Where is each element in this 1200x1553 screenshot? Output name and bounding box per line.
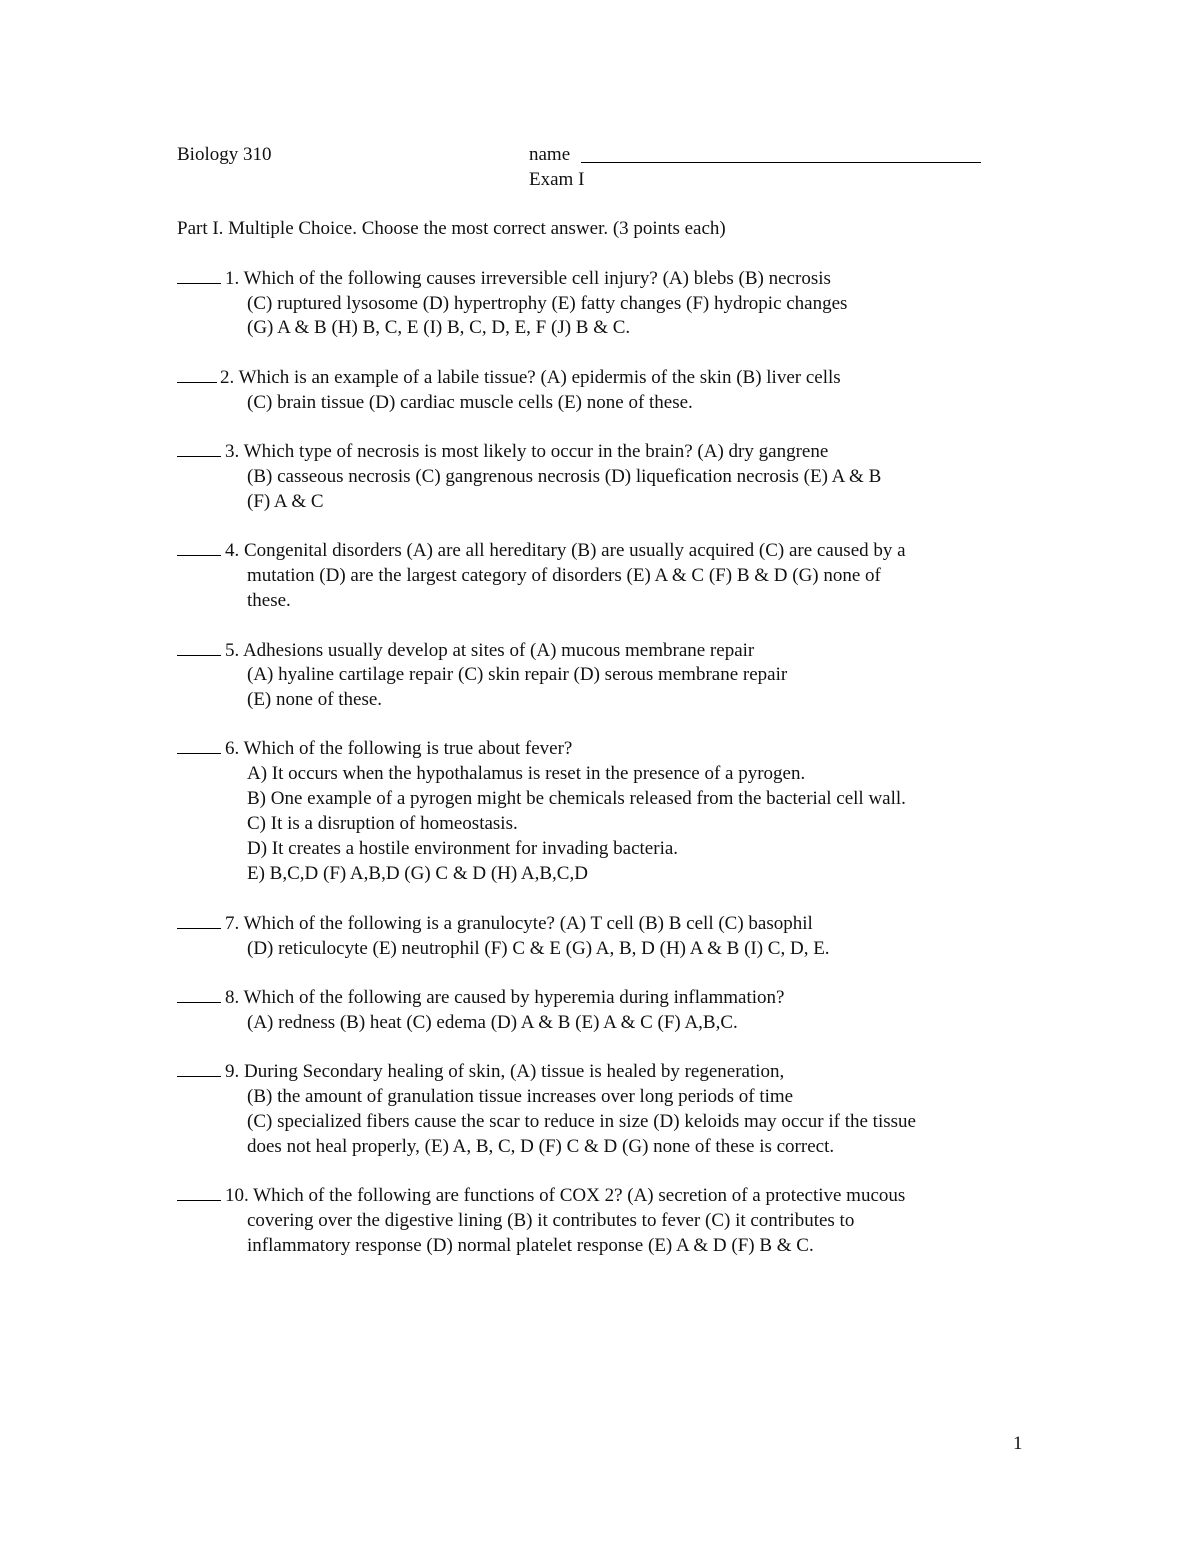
question-choices: (D) reticulocyte (E) neutrophil (F) C & E (G) A, B, D (H) A & B (I) C, D, E. [247,938,830,959]
name-field-line[interactable] [581,162,981,163]
answer-blank[interactable] [177,1002,221,1003]
question-choices: (C) ruptured lysosome (D) hypertrophy (E) fatty changes (F) hydropic changes [247,293,848,314]
question-choices: D) It creates a hostile environment for invading bacteria. [247,838,679,859]
question-10 [177,1183,905,1208]
question-line: 5. Adhesions usually develop at sites of (A) mucous membrane repair [225,640,755,661]
question-choices: (G) A & B (H) B, C, E (I) B, C, D, E, F (J) B & C. [247,317,631,338]
question-line: 8. Which of the following are caused by hyperemia during inflammation? [225,987,785,1008]
question-choices: does not heal properly, (E) A, B, C, D (F) C & D (G) none of these is correct. [247,1136,835,1157]
question-3 [177,439,828,464]
question-choices: (C) brain tissue (D) cardiac muscle cells (E) none of these. [247,392,693,413]
question-4 [177,538,906,563]
question-choices: A) It occurs when the hypothalamus is reset in the presence of a pyrogen. [247,763,806,784]
answer-blank[interactable] [177,753,221,754]
instructions: Part I. Multiple Choice. Choose the most correct answer. (3 points each) [177,218,726,239]
question-line: 7. Which of the following is a granulocyte? (A) T cell (B) B cell (C) basophil [225,913,813,934]
question-choices: (E) none of these. [247,689,383,710]
answer-blank[interactable] [177,1076,221,1077]
question-line: 2. Which is an example of a labile tissue? (A) epidermis of the skin (B) liver cells [220,367,841,388]
question-choices: (A) redness (B) heat (C) edema (D) A & B (E) A & C (F) A,B,C. [247,1012,738,1033]
question-line: 10. Which of the following are functions of COX 2? (A) secretion of a protective mucous [225,1185,906,1206]
question-choices: (B) casseous necrosis (C) gangrenous necrosis (D) liquefication necrosis (E) A & B [247,466,882,487]
question-7 [177,911,813,936]
answer-blank[interactable] [177,555,221,556]
page-number: 1 [1013,1433,1023,1454]
question-5 [177,638,754,663]
name-label: name [529,144,571,165]
question-choices: (C) specialized fibers cause the scar to reduce in size (D) keloids may occur if the tissue [247,1111,916,1132]
question-choices: (B) the amount of granulation tissue increases over long periods of time [247,1086,794,1107]
question-line: 1. Which of the following causes irreversible cell injury? (A) blebs (B) necrosis [225,268,831,289]
question-choices: mutation (D) are the largest category of disorders (E) A & C (F) B & D (G) none of [247,565,881,586]
question-6 [177,736,572,761]
question-line: 9. During Secondary healing of skin, (A) tissue is healed by regeneration, [225,1061,785,1082]
question-2 [177,365,841,390]
question-choices: (A) hyaline cartilage repair (C) skin repair (D) serous membrane repair [247,664,788,685]
question-8 [177,985,784,1010]
question-9 [177,1059,784,1084]
answer-blank[interactable] [177,382,217,383]
exam-title: Exam I [529,169,585,190]
answer-blank[interactable] [177,283,221,284]
question-line: 4. Congenital disorders (A) are all hereditary (B) are usually acquired (C) are caused by a [225,540,906,561]
question-line: 6. Which of the following is true about fever? [225,738,573,759]
question-line: 3. Which type of necrosis is most likely to occur in the brain? (A) dry gangrene [225,441,829,462]
question-choices: these. [247,590,291,611]
question-choices: inflammatory response (D) normal platelet response (E) A & D (F) B & C. [247,1235,814,1256]
answer-blank[interactable] [177,456,221,457]
question-1 [177,266,831,291]
question-choices: covering over the digestive lining (B) it contributes to fever (C) it contributes to [247,1210,855,1231]
question-choices: B) One example of a pyrogen might be chemicals released from the bacterial cell wall. [247,788,906,809]
answer-blank[interactable] [177,655,221,656]
answer-blank[interactable] [177,928,221,929]
course-title: Biology 310 [177,144,272,165]
question-choices: C) It is a disruption of homeostasis. [247,813,518,834]
question-choices: (F) A & C [247,491,324,512]
answer-blank[interactable] [177,1200,221,1201]
question-choices: E) B,C,D (F) A,B,D (G) C & D (H) A,B,C,D [247,863,588,884]
